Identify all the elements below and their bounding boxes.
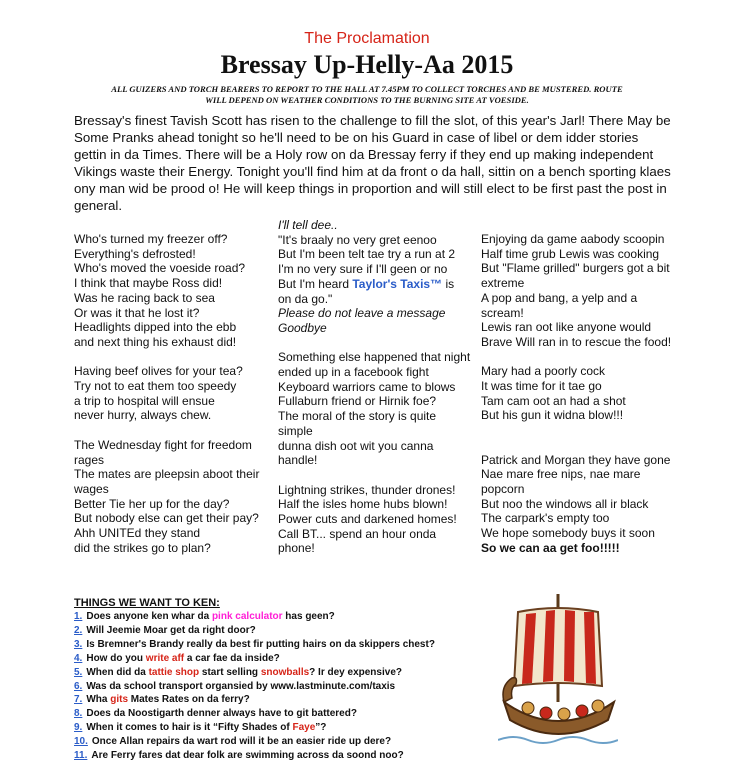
list-item: 10. Once Allan repairs da wart rod will it be an easier ride up dere? [74,736,392,748]
poem-line: Please do not leave a message [278,306,446,321]
list-item: 11. Are Ferry fares dat dear folk are swimming across da soond noo? [74,750,404,762]
poem-line: I think that maybe Ross did! [74,276,223,291]
poem-line: Nae mare free nips, nae mare popcorn [481,467,641,496]
intro-paragraph [74,112,674,214]
shield-icon [558,708,570,720]
pretitle: The Proclamation [304,30,430,47]
poem-line: But noo the windows all ir black [481,496,649,511]
list-item: 5. When did da tattie shop start selling snowballs? Ir dey expensive? [74,666,402,678]
intro-line: independent Vikings waste their Energy. Tonight you'll find him at da front o da hall, sittin on a [74,147,654,179]
poem-line: A pop and bang, a yelp and a scream! [481,290,638,320]
poem-line: But "Flame grilled" burgers got a bit extreme [481,261,670,291]
poem-line: Better Tie her up for the day? [74,496,230,511]
poem-line: dunna dish oot wit you canna handle! [278,438,434,468]
list-item: 3. Is Bremner's Brandy really da best fir putting hairs on da skippers chest? [74,638,435,650]
poem-line: and next thing his exhaust did! [74,334,237,349]
list-item: 4. How do you write aff a car fae da inside? [74,652,280,664]
poem-column-1 [74,232,269,555]
poem-line: I'm no very sure if I'll geen or no [278,262,448,277]
item-number-link[interactable]: 10. [74,736,88,748]
shield-icon [592,700,604,712]
poem-line: "It's braaly no very gret eenoo [278,232,437,247]
poem-line: Having beef olives for your tea? [74,364,243,379]
poem-line: on da go." [278,291,333,306]
list-item: 2. Will Jeemie Moar get da right door? [74,624,256,636]
list-item: 8. Does da Noostigarth denner always have to git battered? [74,708,357,720]
poem-line: Goodbye [278,320,327,335]
sail-stripe [564,610,575,682]
list-item: 9. When it comes to hair is it “Fifty Shades of Faye”? [74,722,327,734]
taxi-link: Taylor's Taxis™ [352,276,443,291]
poem-line: ended up in a facebook fight [278,365,429,380]
poem-line: I'll tell dee.. [278,218,338,232]
poem-line: Half time grub Lewis was cooking [481,246,660,261]
poem-line: Something else happened that night [278,350,471,365]
poem-line: did the strikes go to plan? [74,540,211,555]
poem-line: Power cuts and darkened homes! [278,512,457,527]
poem-line: The moral of the story is quite simple [278,409,437,438]
poem-line: So we can aa get foo!!!!! [481,540,620,555]
poem-line: Or was it that he lost it? [74,305,200,320]
list-item: 7. Wha gits Mates Rates on da ferry? [74,694,250,706]
dragon-prow [503,678,517,702]
poem-column-2 [278,218,473,556]
intro-line: May be Some Pranks ahead tonight so he'll need to be on his Guard in case of libel or dem idder [74,113,671,145]
intro-line: stories gettin in da Times. There will be a Holy row on da Bressay ferry if they end up making [74,130,639,162]
poem-line: Headlights dipped into the ebb [74,320,237,335]
poem-line: The Wednesday fight for freedom rages [74,437,252,467]
item-number-link[interactable]: 7. [74,694,83,706]
wave [498,737,618,743]
page-title: Bressay Up-Helly-Aa 2015 [220,50,514,79]
item-number-link[interactable]: 6. [74,680,83,692]
poem-line: Was he racing back to sea [74,290,215,305]
intro-line: Bressay's finest Tavish Scott has risen to the challenge to fill the slot, of this year's Jarl! There [74,113,624,128]
item-number-link[interactable]: 11. [74,750,88,762]
poem-line: Who's moved the voeside road? [74,261,246,276]
poem-line: Brave Will ran in to rescue the food! [481,334,672,349]
sail-stripe [584,612,596,684]
things-list [74,610,494,763]
list-item: 6. Was da school transport organsied by www.lastminute.com/taxis [74,680,396,692]
item-number-link[interactable]: 3. [74,638,83,650]
poem-line: Who's turned my freezer off? [74,232,228,246]
intro-line: elect to be first past the post in general. [74,181,667,213]
item-number-link[interactable]: 1. [74,611,83,622]
poem-line: Enjoying da game aabody scoopin [481,232,665,246]
poem-line: Lightning strikes, thunder drones! [278,482,456,497]
poem-line: a trip to hospital will ensue [74,393,215,408]
poem-line: Fullaburn friend or Hirnik foe? [278,394,437,409]
intro-line: bench sporting klaes ony man wid be prood o! He will keep things in proportion and will still [74,164,671,196]
poem-line: Patrick and Morgan they have gone [481,452,671,467]
poem-line: Half the isles home hubs blown! [278,497,448,512]
subtitle-notice: ALL GUIZERS AND TORCH BEARERS TO REPORT TO THE HALL AT 7.45PM TO COLLECT TORCHES AND BE MUSTERED. ROUTE WILL DEPEND ON WEATHER CONDITIONS TO THE BURNING SITE AT VOESIDE. [111,84,623,105]
things-heading: THINGS WE WANT TO KEN: [74,597,220,609]
poem-line: But nobody else can get their pay? [74,511,259,526]
item-number-link[interactable]: 5. [74,666,83,678]
shield-icon [576,705,588,717]
poem-line: Tam cam oot an had a shot [481,393,626,408]
item-number-link[interactable]: 2. [74,624,83,636]
poem-line: But his gun it widna blow!!! [481,408,624,423]
shield-icon [522,702,534,714]
poem-line: never hurry, always chew. [74,408,212,423]
poem-line: Mary had a poorly cock [481,364,606,379]
poem-line: We hope somebody buys it soon [481,526,655,541]
viking-ship-icon [498,590,618,752]
poem-line: Keyboard warriors came to blows [278,379,456,394]
item-number-link[interactable]: 9. [74,722,83,734]
poem-line: Try not to eat them too speedy [74,379,237,394]
item-number-link[interactable]: 8. [74,708,83,720]
poem-line: Call BT... spend an hour onda phone! [278,526,437,556]
poem-line: But I'm been telt tae try a run at 2 [278,247,456,262]
poem-line: It was time for it tae go [481,379,602,394]
poem-line: But I'm heard Taylor's Taxis™ is [278,276,455,291]
poem-line: Everything's defrosted! [74,246,196,261]
list-item: 1. Does anyone ken whar da pink calculator has geen? [74,611,335,622]
poem-column-3 [481,232,681,555]
poem-line: The carpark's empty too [481,511,610,526]
item-number-link[interactable]: 4. [74,652,83,664]
poem-line: The mates are pleepsin aboot their wages [74,467,260,496]
poem-line: Ahh UNITEd they stand [74,526,201,541]
poem-line: Lewis ran oot like anyone would [481,320,652,335]
shield-icon [540,707,552,719]
